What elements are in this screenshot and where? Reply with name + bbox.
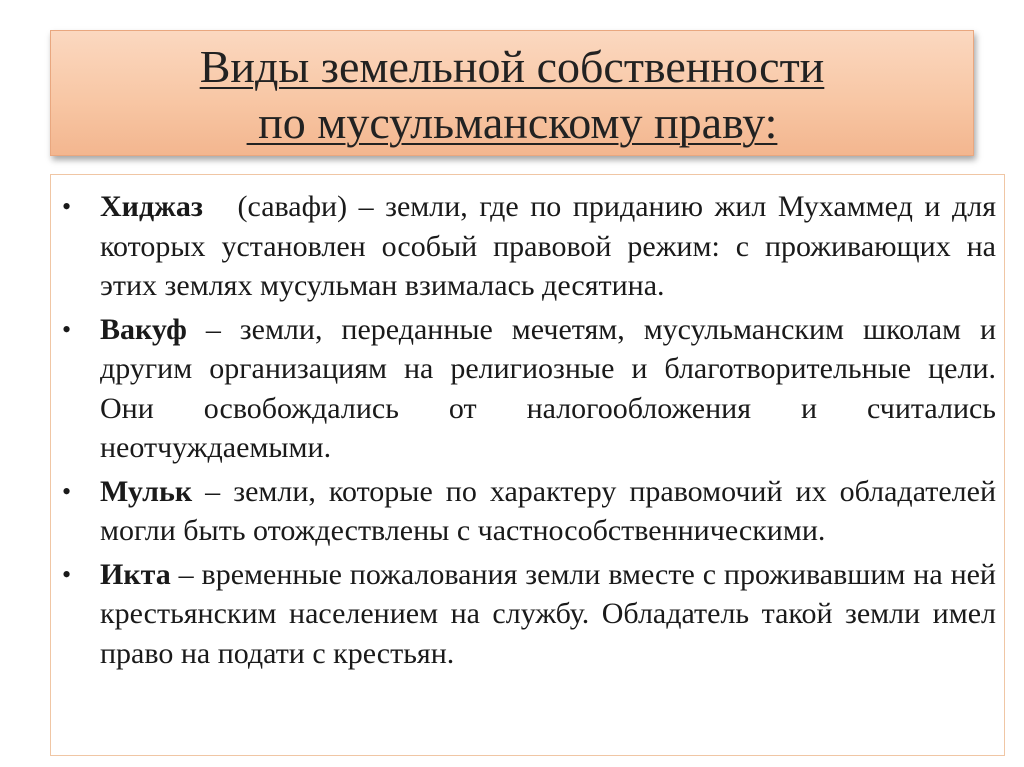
bullet-icon: • <box>62 314 72 344</box>
list-item-hijaz <box>51 187 1004 306</box>
bullet-icon: • <box>62 559 72 589</box>
term-hijaz: Хиджаз <box>100 190 203 223</box>
content-box <box>50 174 1005 756</box>
list-item-iqta <box>51 555 996 674</box>
definition-iqta: – временные пожалования земли вместе с проживавшим на ней крестьянским населением на службу. Обладатель такой земли имел право на подати с крестьян. <box>100 557 996 670</box>
slide-title-box <box>50 30 974 156</box>
slide-title-line-1: Виды земельной собственности <box>199 41 825 92</box>
term-waqf: Вакуф <box>100 312 187 346</box>
definition-waqf: – земли, переданные мечетям, мусульманским школам и другим организациям на религиозные и благотворительные цели. Они освобождались от налогообложения и считались неотчуждаемыми. <box>100 312 996 464</box>
term-mulk: Мульк <box>100 474 193 508</box>
bullet-icon: • <box>62 476 72 506</box>
bullet-list <box>51 187 1004 673</box>
list-item-mulk <box>51 472 996 551</box>
slide-title-line-2: по мусульманскому праву: <box>246 97 778 148</box>
bullet-icon: • <box>62 192 72 221</box>
definition-mulk: – земли, которые по характеру правомочий их обладателей могли быть отождествлены с частнособственническими. <box>100 474 996 547</box>
list-item-waqf <box>51 310 996 468</box>
term-iqta: Икта <box>100 557 171 591</box>
definition-hijaz: (савафи) – земли, где по приданию жил Мухаммед и для которых установлен особый правовой режим: с проживающих на этих землях мусульман взималась десятина. <box>100 190 1004 302</box>
